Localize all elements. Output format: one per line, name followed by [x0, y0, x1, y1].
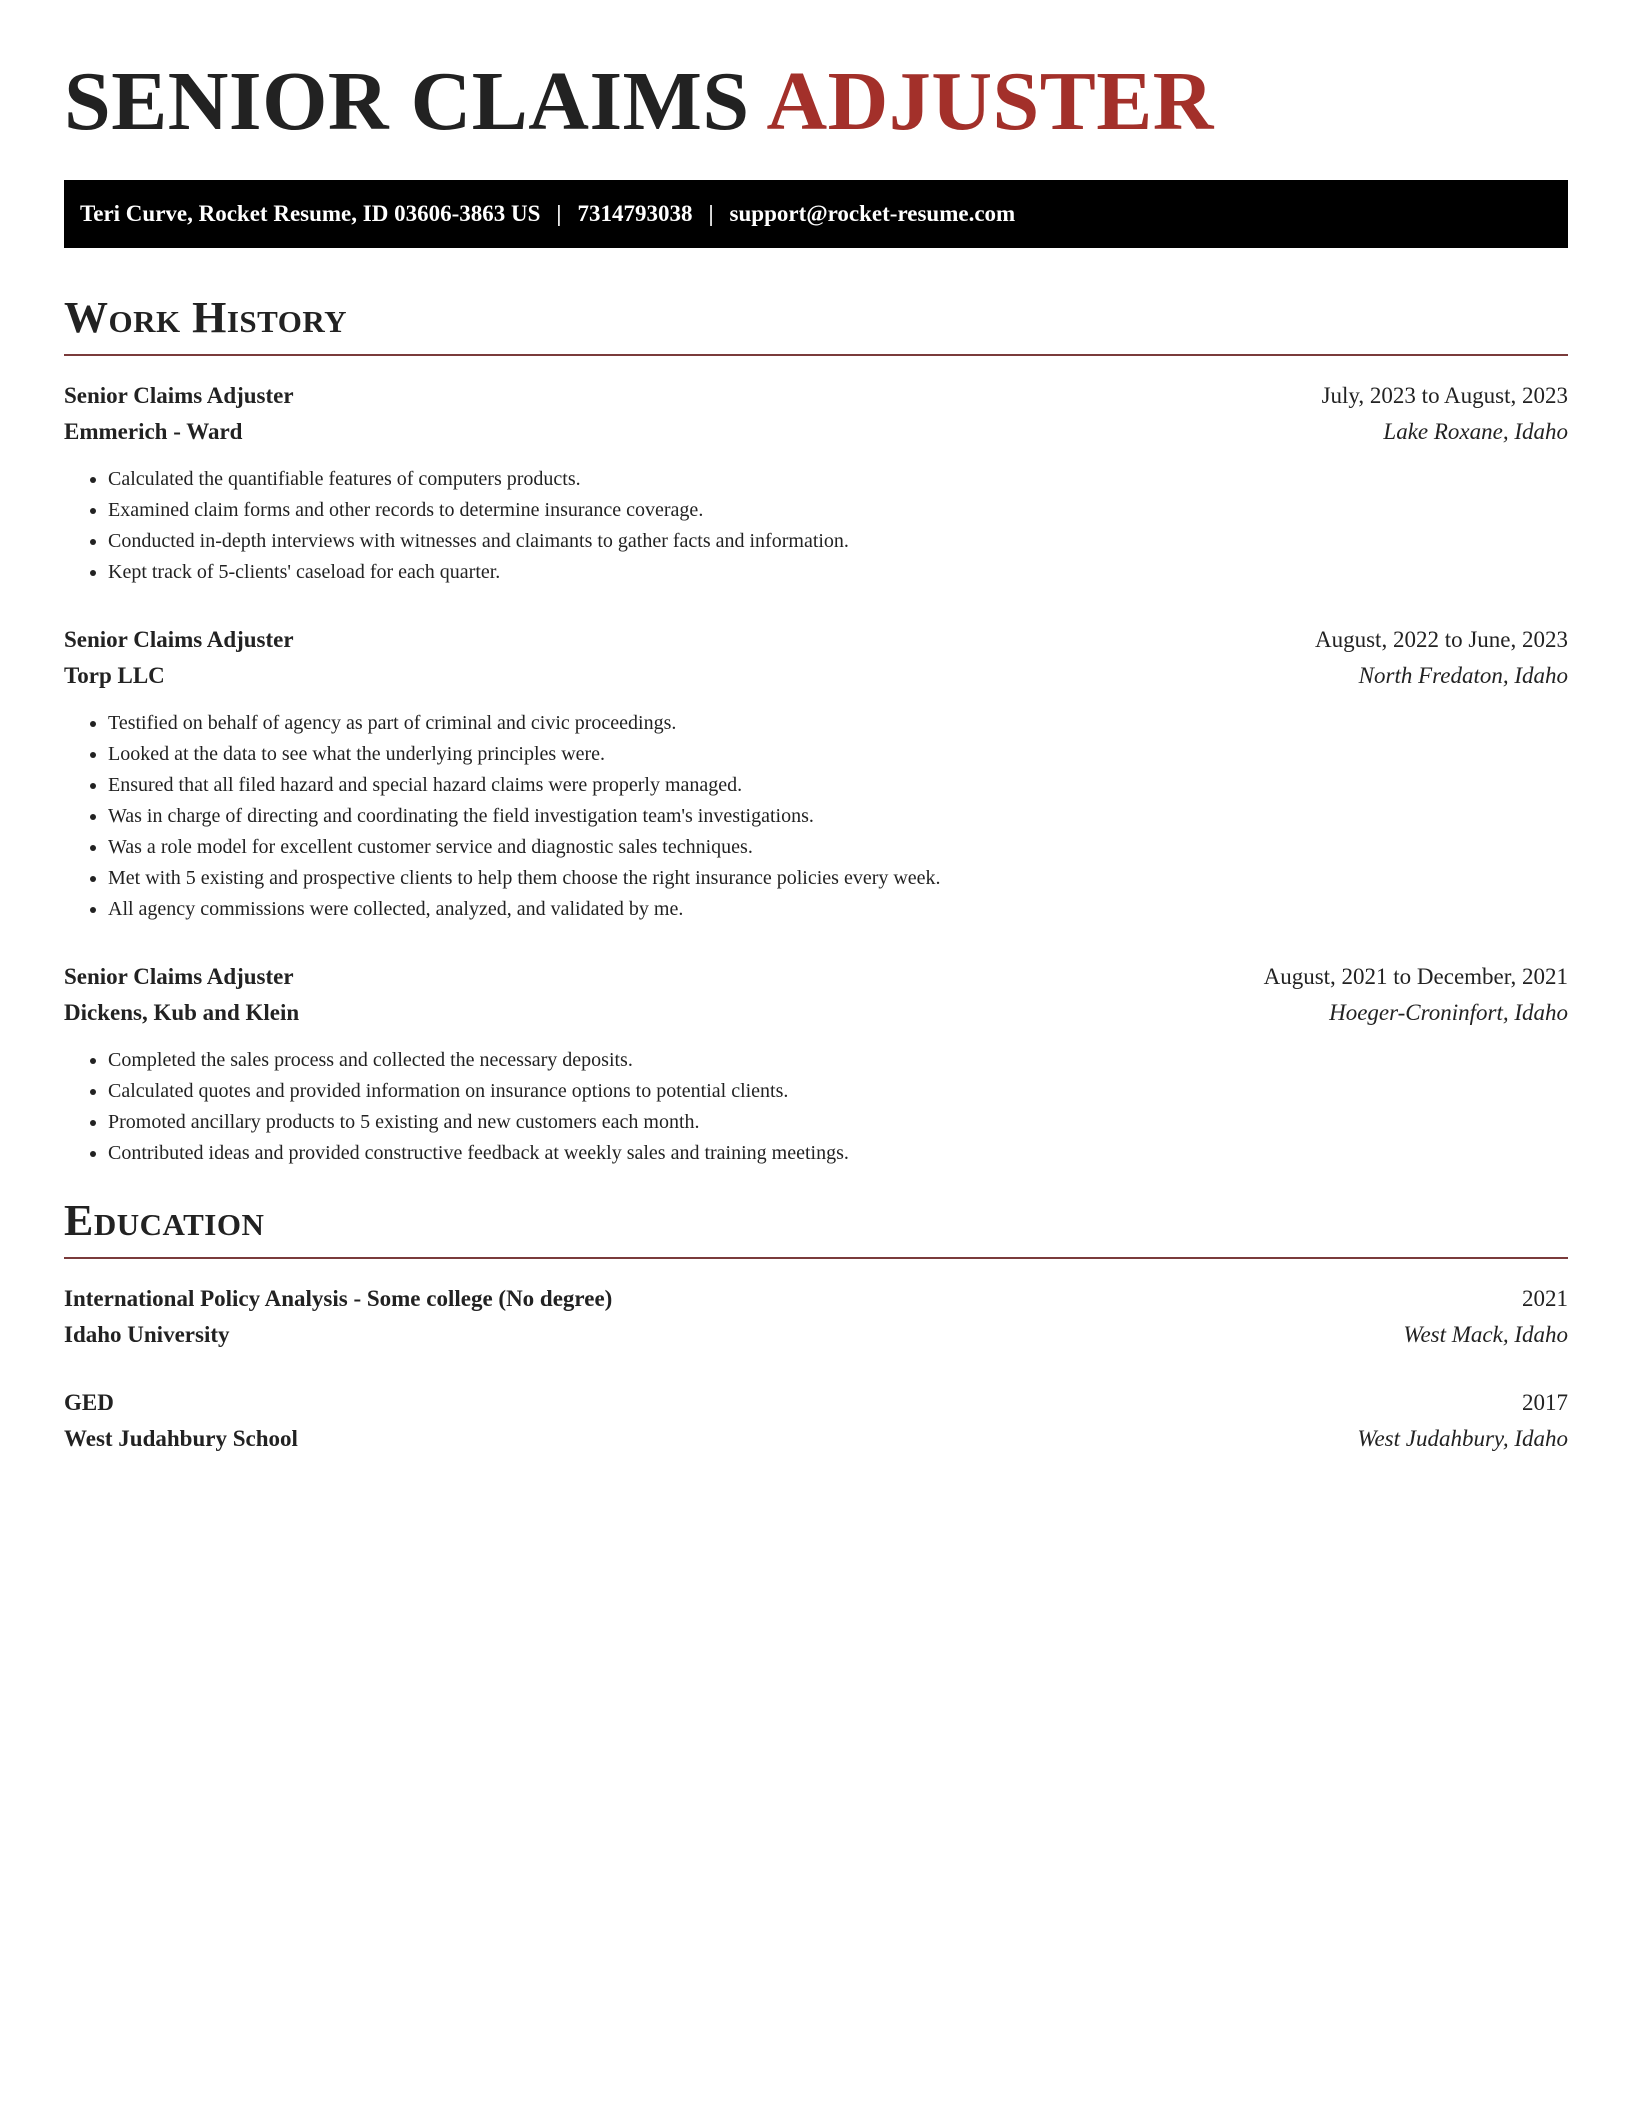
job-bullet: • Met with 5 existing and prospective clients to help them choose the right insurance policies every week. — [108, 863, 1568, 894]
job-bullet: • Promoted ancillary products to 5 existing and new customers each month. — [108, 1107, 1568, 1138]
education-school-row — [64, 1317, 1568, 1353]
contact-phone: 7314793038 — [577, 201, 693, 226]
resume-title — [64, 56, 1568, 148]
job-entry — [64, 959, 1568, 1169]
education-header-row — [64, 1281, 1568, 1317]
job-bullet: • Examined claim forms and other records to determine insurance coverage. — [108, 495, 1568, 526]
job-bullet: • Conducted in-depth interviews with witnesses and claimants to gather facts and information. — [108, 526, 1568, 557]
contact-separator: | — [556, 201, 562, 226]
education-year: 2021 — [1522, 1286, 1568, 1311]
contact-separator: | — [708, 201, 714, 226]
job-company: Dickens, Kub and Klein — [64, 1000, 300, 1025]
contact-email: support@rocket-resume.com — [729, 201, 1016, 226]
education-school: Idaho University — [64, 1322, 230, 1347]
education-school-row — [64, 1421, 1568, 1457]
education-location: West Mack, Idaho — [1403, 1322, 1568, 1347]
title-main: SENIOR CLAIMS — [64, 55, 750, 148]
job-bullet: • Was in charge of directing and coordinating the field investigation team's investigations. — [108, 801, 1568, 832]
education-entry — [64, 1385, 1568, 1457]
job-title: Senior Claims Adjuster — [64, 964, 294, 989]
title-accent: ADJUSTER — [766, 55, 1214, 148]
job-title: Senior Claims Adjuster — [64, 383, 294, 408]
job-bullets — [64, 708, 1568, 925]
job-header-row — [64, 378, 1568, 414]
job-bullet: • Looked at the data to see what the underlying principles were. — [108, 739, 1568, 770]
job-bullet: • Calculated the quantifiable features of computers products. — [108, 464, 1568, 495]
job-dates: July, 2023 to August, 2023 — [1321, 383, 1568, 408]
education-school: West Judahbury School — [64, 1426, 298, 1451]
job-location: Lake Roxane, Idaho — [1383, 419, 1568, 444]
job-bullet: • Ensured that all filed hazard and special hazard claims were properly managed. — [108, 770, 1568, 801]
contact-bar — [64, 180, 1568, 248]
job-dates: August, 2021 to December, 2021 — [1263, 964, 1568, 989]
job-bullet: • Testified on behalf of agency as part of criminal and civic proceedings. — [108, 708, 1568, 739]
job-title: Senior Claims Adjuster — [64, 627, 294, 652]
education-header-row — [64, 1385, 1568, 1421]
job-entry — [64, 622, 1568, 925]
job-header-row — [64, 622, 1568, 658]
work-history-heading: Work History — [64, 294, 1568, 356]
job-dates: August, 2022 to June, 2023 — [1315, 627, 1568, 652]
job-company: Torp LLC — [64, 663, 165, 688]
job-company-row — [64, 658, 1568, 694]
job-entry — [64, 378, 1568, 588]
job-bullets — [64, 1045, 1568, 1169]
job-company-row — [64, 414, 1568, 450]
education-location: West Judahbury, Idaho — [1357, 1426, 1568, 1451]
job-bullet: • Was a role model for excellent customer service and diagnostic sales techniques. — [108, 832, 1568, 863]
job-bullet: • Contributed ideas and provided constructive feedback at weekly sales and training meetings. — [108, 1138, 1568, 1169]
job-location: North Fredaton, Idaho — [1358, 663, 1568, 688]
education-heading: Education — [64, 1197, 1568, 1259]
education-degree: International Policy Analysis - Some college (No degree) — [64, 1286, 613, 1311]
job-bullet: • Kept track of 5-clients' caseload for each quarter. — [108, 557, 1568, 588]
job-header-row — [64, 959, 1568, 995]
job-bullet: • Calculated quotes and provided information on insurance options to potential clients. — [108, 1076, 1568, 1107]
job-bullet: • All agency commissions were collected, analyzed, and validated by me. — [108, 894, 1568, 925]
education-entry — [64, 1281, 1568, 1353]
contact-address: Teri Curve, Rocket Resume, ID 03606-3863 US — [80, 201, 541, 226]
education-year: 2017 — [1522, 1390, 1568, 1415]
education-degree: GED — [64, 1390, 114, 1415]
job-company: Emmerich - Ward — [64, 419, 243, 444]
job-company-row — [64, 995, 1568, 1031]
job-bullets — [64, 464, 1568, 588]
job-location: Hoeger-Croninfort, Idaho — [1329, 1000, 1568, 1025]
job-bullet: • Completed the sales process and collected the necessary deposits. — [108, 1045, 1568, 1076]
